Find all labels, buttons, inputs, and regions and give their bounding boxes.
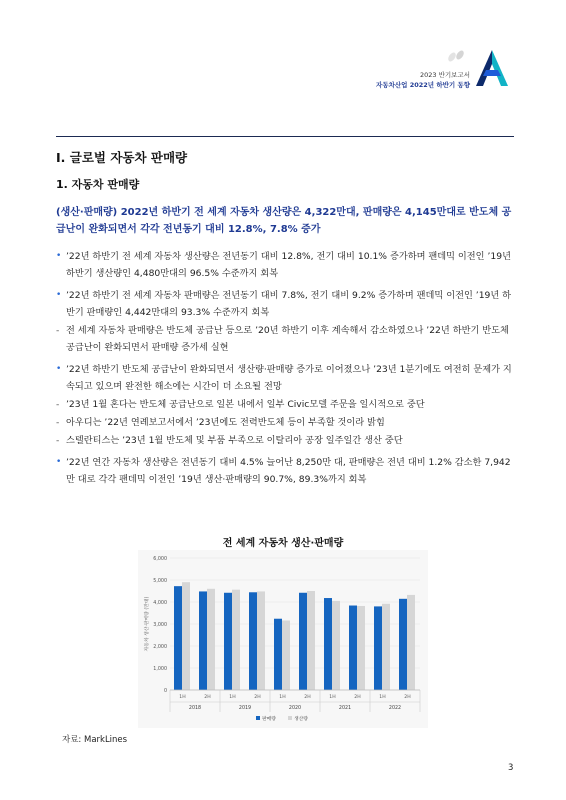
y-tick-label: 4,000 xyxy=(153,601,167,606)
year-label: 2019 xyxy=(238,706,252,711)
page-number: 3 xyxy=(508,763,514,773)
x-tick-label: 2H xyxy=(404,695,411,700)
dash-marker-icon: - xyxy=(56,399,60,410)
bar-production xyxy=(307,591,315,690)
bar-production xyxy=(257,591,265,690)
x-tick-label: 1H xyxy=(179,695,186,700)
list-item: - 아우디는 ’22년 연례보고서에서 ’23년에도 전력반도체 등이 부족할 것이라 밝힘 xyxy=(56,414,514,431)
bar-production xyxy=(357,606,365,690)
bar-production xyxy=(182,582,190,690)
report-header xyxy=(0,40,566,100)
year-label: 2018 xyxy=(188,706,202,711)
lead-summary: (생산·판매량) 2022년 하반기 전 세계 자동차 생산량은 4,322만대, 판매량은 4,145만대로 반도체 공급난이 완화되면서 각각 전년동기 대비 12.8%, 7.8% 증가 xyxy=(56,207,512,235)
bullet-list xyxy=(56,248,514,488)
legend-label: 생산량 xyxy=(294,717,308,722)
bar-sales xyxy=(374,606,382,690)
source-note: 자료: MarkLines xyxy=(62,735,128,745)
y-tick-label: 2,000 xyxy=(153,645,167,650)
bar-sales xyxy=(324,598,332,690)
bullet-marker-icon: • xyxy=(56,457,62,467)
list-item: - 스텔란티스는 ’23년 1월 반도체 및 부품 부족으로 이탈리아 공장 일주일간 생산 중단 xyxy=(56,432,514,449)
x-tick-label: 1H xyxy=(229,695,236,700)
bar-production xyxy=(232,590,240,690)
x-tick-label: 1H xyxy=(379,695,386,700)
x-tick-label: 2H xyxy=(304,695,311,700)
y-tick-label: 6,000 xyxy=(153,557,167,562)
bar-sales xyxy=(224,593,232,690)
dash-marker-icon: - xyxy=(56,435,60,446)
bar-sales xyxy=(249,592,257,690)
bar-sales xyxy=(349,606,357,690)
bullet-marker-icon: • xyxy=(56,251,62,261)
y-tick-label: 1,000 xyxy=(153,667,167,672)
bar-production xyxy=(407,595,415,690)
list-item: • ’22년 연간 자동차 생산량은 전년동기 대비 4.5% 늘어난 8,250만 대, 판매량은 전년 대비 1.2% 감소한 7,942만 대로 각각 팬데믹 이전인 ’19년 생산·판매량의 90.7%, 89.3%까지 회복 xyxy=(56,454,514,488)
x-tick-label: 2H xyxy=(254,695,261,700)
bar-sales xyxy=(274,619,282,690)
list-item: • ’22년 하반기 전 세계 자동차 생산량은 전년동기 대비 12.8%, 전기 대비 10.1% 증가하며 팬데믹 이전인 ’19년 하반기 생산량인 4,480만대의 96.5% 수준까지 회복 xyxy=(56,248,514,282)
y-tick-label: 0 xyxy=(163,689,167,694)
bar-production xyxy=(282,620,290,690)
x-tick-label: 1H xyxy=(279,695,286,700)
legend-swatch xyxy=(256,716,260,720)
bar-production xyxy=(207,589,215,690)
x-tick-label: 2H xyxy=(204,695,211,700)
bar-sales xyxy=(174,586,182,690)
decorative-dots-icon xyxy=(446,48,466,62)
bullet-marker-icon: • xyxy=(56,290,62,300)
x-tick-label: 1H xyxy=(329,695,336,700)
chart-container xyxy=(138,550,428,728)
year-label: 2021 xyxy=(338,706,352,711)
list-item: - 전 세계 자동차 판매량은 반도체 공급난 등으로 ’20년 하반기 이후 계속해서 감소하였으나 ’22년 하반기 반도체 공급난이 완화되면서 판매량 증가세 실현 xyxy=(56,322,514,356)
y-tick-label: 5,000 xyxy=(153,579,167,584)
list-item: • ’22년 하반기 전 세계 자동차 판매량은 전년동기 대비 7.8%, 전기 대비 9.2% 증가하며 팬데믹 이전인 ’19년 하반기 판매량인 4,442만대의 93.3% 수준까지 회복 xyxy=(56,287,514,321)
year-label: 2020 xyxy=(288,706,302,711)
subsection-title: 1. 자동차 판매량 xyxy=(56,178,140,191)
bar-sales xyxy=(299,593,307,690)
dash-marker-icon: - xyxy=(56,325,60,336)
year-label: 2022 xyxy=(388,706,402,711)
chart-title: 전 세계 자동차 생산·판매량 xyxy=(222,538,344,549)
legend-swatch xyxy=(288,716,292,720)
bullet-marker-icon: • xyxy=(56,364,62,374)
bar-chart xyxy=(138,550,428,728)
dash-marker-icon: - xyxy=(56,417,60,428)
list-item: • ’22년 하반기 반도체 공급난이 완화되면서 생산량·판매량 증가로 이어졌으나 ’23년 1분기에도 여전히 문제가 지속되고 있으며 완전한 해소에는 시간이 더 소요될 전망 xyxy=(56,361,514,395)
header-report-name: 2023 반기보고서 xyxy=(419,71,470,79)
company-logo-icon xyxy=(470,46,514,90)
header-report-topic: 자동차산업 2022년 하반기 동향 xyxy=(376,81,470,89)
legend-label: 판매량 xyxy=(262,717,276,722)
bar-production xyxy=(332,601,340,690)
section-title: I. 글로벌 자동차 판매량 xyxy=(56,150,188,165)
x-tick-label: 2H xyxy=(354,695,361,700)
y-axis-label: 자동차 생산·판매량 (만대) xyxy=(145,596,150,652)
header-text xyxy=(376,70,470,90)
bar-sales xyxy=(399,599,407,690)
bar-sales xyxy=(199,591,207,690)
header-divider xyxy=(56,136,514,137)
y-tick-label: 3,000 xyxy=(153,623,167,628)
list-item: - ’23년 1월 혼다는 반도체 공급난으로 일본 내에서 일부 Civic모델 주문을 일시적으로 중단 xyxy=(56,396,514,413)
bar-production xyxy=(382,604,390,690)
